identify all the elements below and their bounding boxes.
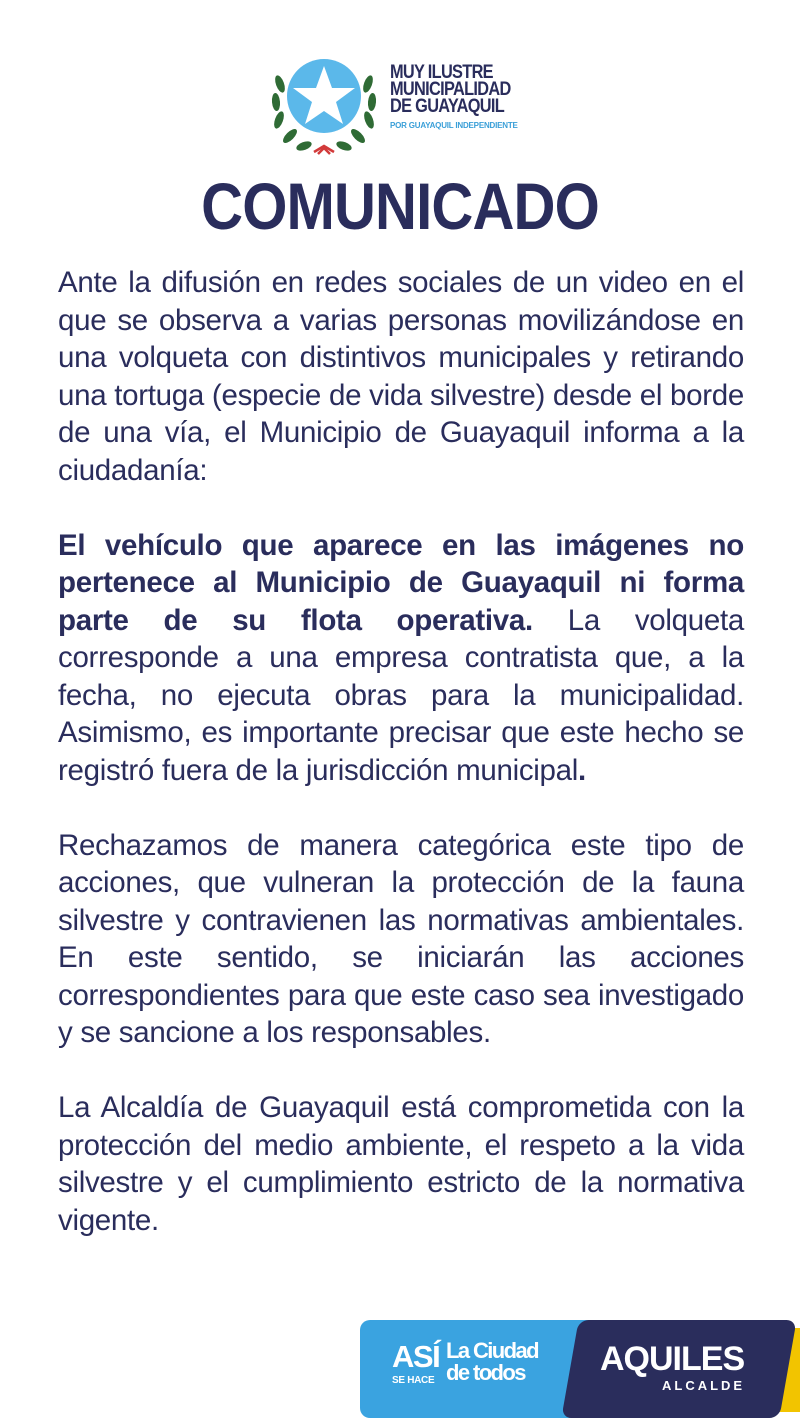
paragraph-4: La Alcaldía de Guayaquil está comprometida con la protección del medio ambiente, el respeto a la vida silvestre y el cumplimiento estricto de la normativa vigente.: [58, 1091, 744, 1237]
candidate-role: ALCALDE: [662, 1378, 746, 1393]
slogan-se-hace: SE HACE: [392, 1375, 435, 1386]
statement-body: [58, 264, 744, 1277]
org-tagline: POR GUAYAQUIL INDEPENDIENTE: [390, 121, 518, 130]
org-name-line2: MUNICIPALIDAD: [390, 79, 511, 100]
slogan-de-todos: de todos: [446, 1360, 525, 1385]
slogan-ciudad: [446, 1340, 538, 1384]
slogan-asi: ASÍ: [392, 1339, 440, 1374]
campaign-footer: [360, 1318, 800, 1422]
paragraph-1: Ante la difusión en redes sociales de un video en el que se observa a varias personas movilizándose en una volqueta con distintivos municipales y retirando una tortuga (especie de vida silvestre) desde el borde de una vía, el Municipio de Guayaquil informa a la ciudadanía:: [58, 266, 744, 487]
paragraph-2-bold: El vehículo que aparece en las imágenes no pertenece al Municipio de Guayaquil ni forma parte de su flota operativa.: [58, 528, 744, 637]
org-name-line1: MUY ILUSTRE: [390, 62, 493, 83]
org-name-line3: DE GUAYAQUIL: [390, 96, 505, 117]
paragraph-2-period: .: [578, 753, 586, 787]
header: [0, 48, 800, 158]
paragraph-2: [58, 527, 744, 790]
page-title: COMUNICADO: [201, 169, 599, 243]
slogan-la-ciudad: La Ciudad: [446, 1338, 538, 1363]
org-name: [390, 64, 530, 134]
paragraph-2-text: La volqueta corresponde a una empresa contratista que, a la fecha, no ejecuta obras para la municipalidad. Asimismo, es importante precisar que este hecho se registró fuera de la jurisdicción municipal: [58, 603, 744, 787]
star-seal-icon: [266, 54, 382, 158]
candidate-name: AQUILES: [600, 1340, 745, 1378]
paragraph-3: Rechazamos de manera categórica este tipo de acciones, que vulneran la protección de la fauna silvestre y contravienen las normativas ambientales. En este sentido, se iniciarán las acciones correspondientes para que este caso sea investigado y se sancione a los responsables.: [58, 828, 744, 1049]
